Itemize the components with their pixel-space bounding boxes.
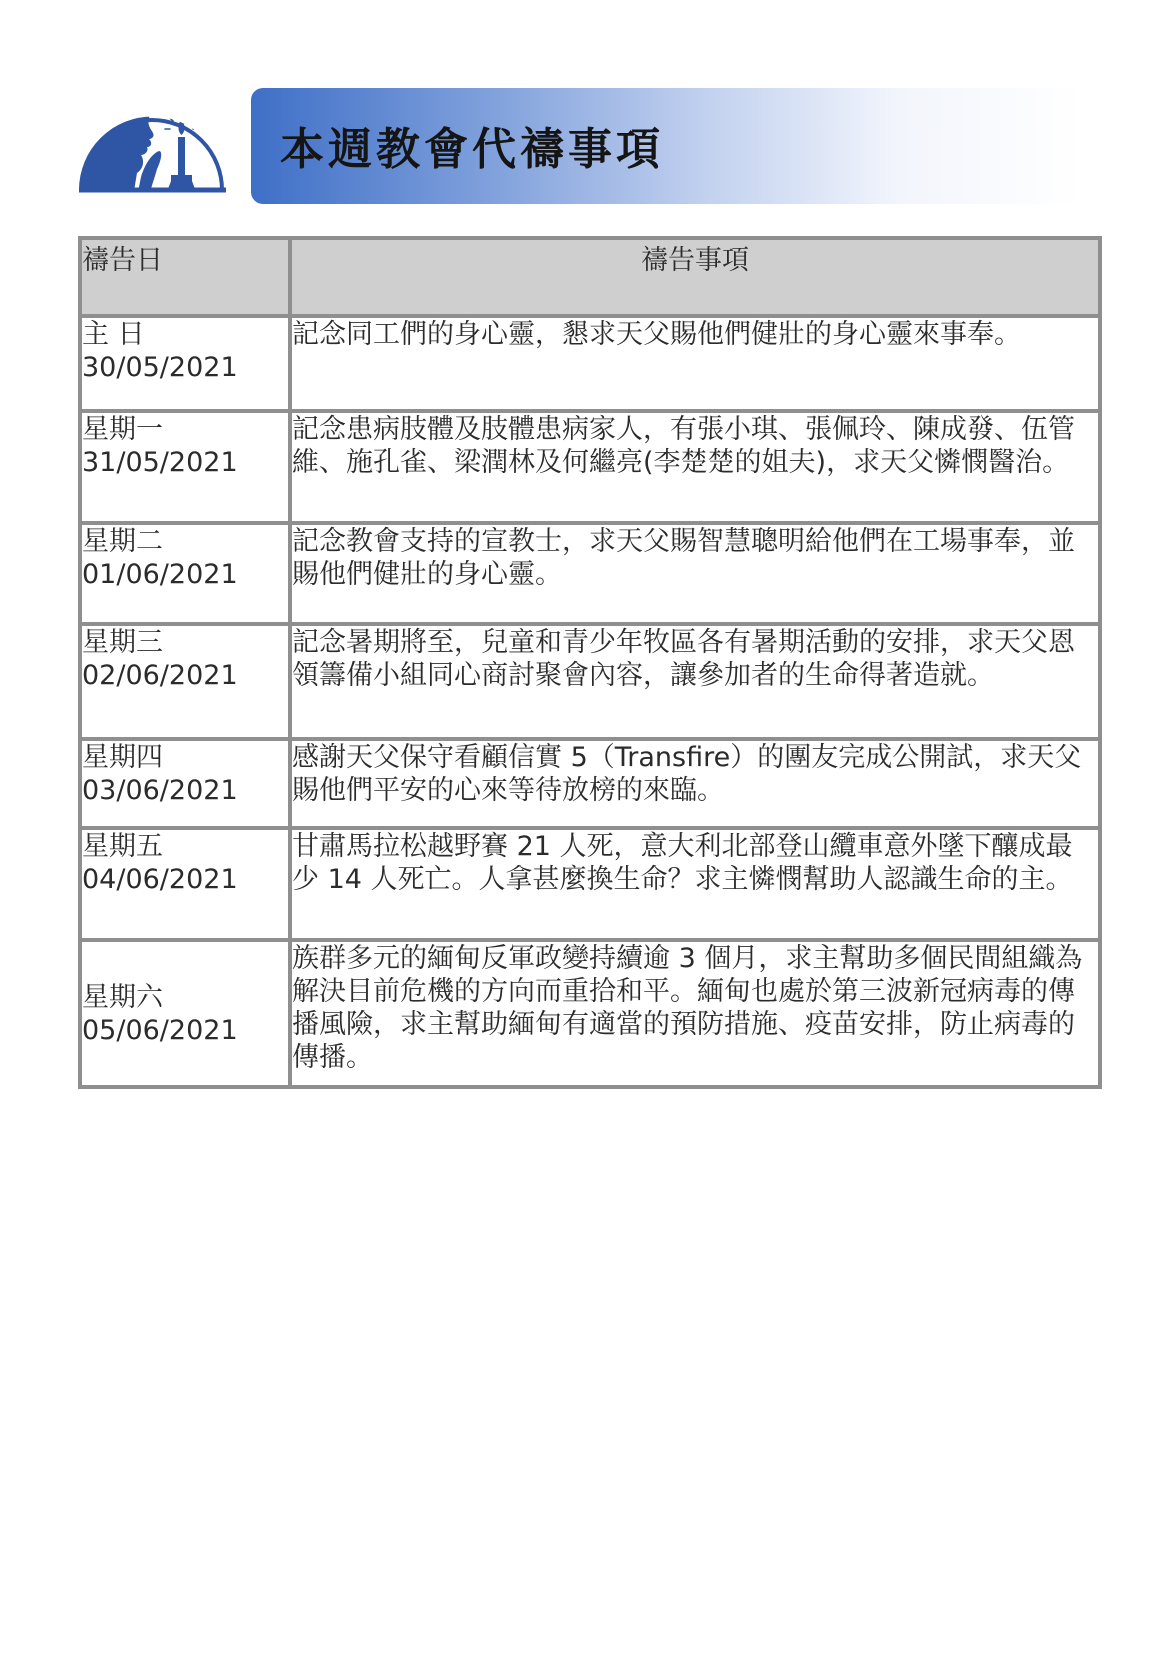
date-label: 01/06/2021	[82, 559, 238, 590]
table-row	[80, 316, 1100, 411]
prayer-item-text: 記念暑期將至，兒童和青少年牧區各有暑期活動的安排，求天父恩領籌備小組同心商討聚會內容，讓參加者的生命得著造就。	[290, 624, 1100, 739]
table-row	[80, 940, 1100, 1087]
weekday-label: 星期一	[82, 414, 163, 445]
prayer-item-text: 族群多元的緬甸反軍政變持續逾 3 個月，求主幫助多個民間組織為解決目前危機的方向而重拾和平。緬甸也處於第三波新冠病毒的傳播風險，求主幫助緬甸有適當的預防措施、疫苗安排，防止病毒的傳播。	[290, 940, 1100, 1087]
prayer-item-text: 感謝天父保守看顧信實 5（Transfire）的團友完成公開試，求天父賜他們平安的心來等待放榜的來臨。	[290, 739, 1100, 828]
weekday-label: 星期二	[82, 526, 163, 557]
table-row	[80, 739, 1100, 828]
table-row	[80, 523, 1100, 624]
weekday-label: 星期三	[82, 627, 163, 658]
prayer-table	[78, 236, 1102, 1089]
table-row	[80, 828, 1100, 940]
weekday-label: 星期五	[82, 831, 163, 862]
weekday-label: 星期六	[82, 981, 163, 1013]
weekday-label: 星期四	[82, 742, 163, 773]
table-header-row	[80, 238, 1100, 316]
day-cell	[80, 940, 290, 1087]
prayer-item-text: 甘肅馬拉松越野賽 21 人死，意大利北部登山纜車意外墜下釀成最少 14 人死亡。人拿甚麼換生命？求主憐憫幫助人認識生命的主。	[290, 828, 1100, 940]
header-prayer-items: 禱告事項	[290, 238, 1100, 316]
table-row	[80, 624, 1100, 739]
date-label: 03/06/2021	[82, 775, 238, 806]
day-cell	[80, 411, 290, 523]
date-label: 31/05/2021	[82, 447, 238, 478]
page-title: 本週教會代禱事項	[280, 124, 664, 175]
day-cell	[80, 739, 290, 828]
day-cell	[80, 316, 290, 411]
date-label: 30/05/2021	[82, 352, 238, 383]
prayer-item-text: 記念教會支持的宣教士，求天父賜智慧聰明給他們在工場事奉，並賜他們健壯的身心靈。	[290, 523, 1100, 624]
day-cell	[80, 624, 290, 739]
table-row	[80, 411, 1100, 523]
prayer-item-text: 記念患病肢體及肢體患病家人，有張小琪、張佩玲、陳成發、伍管維、施孔雀、梁潤林及何繼亮(李楚楚的姐夫)，求天父憐憫醫治。	[290, 411, 1100, 523]
day-cell	[80, 828, 290, 940]
date-label: 02/06/2021	[82, 660, 238, 691]
church-logo-icon	[79, 77, 226, 197]
prayer-item-text: 記念同工們的身心靈，懇求天父賜他們健壯的身心靈來事奉。	[290, 316, 1100, 411]
weekday-label: 主 日	[82, 319, 145, 350]
date-label: 05/06/2021	[82, 1014, 238, 1046]
day-cell	[80, 523, 290, 624]
header-prayer-day: 禱告日	[80, 238, 290, 316]
date-label: 04/06/2021	[82, 864, 238, 895]
